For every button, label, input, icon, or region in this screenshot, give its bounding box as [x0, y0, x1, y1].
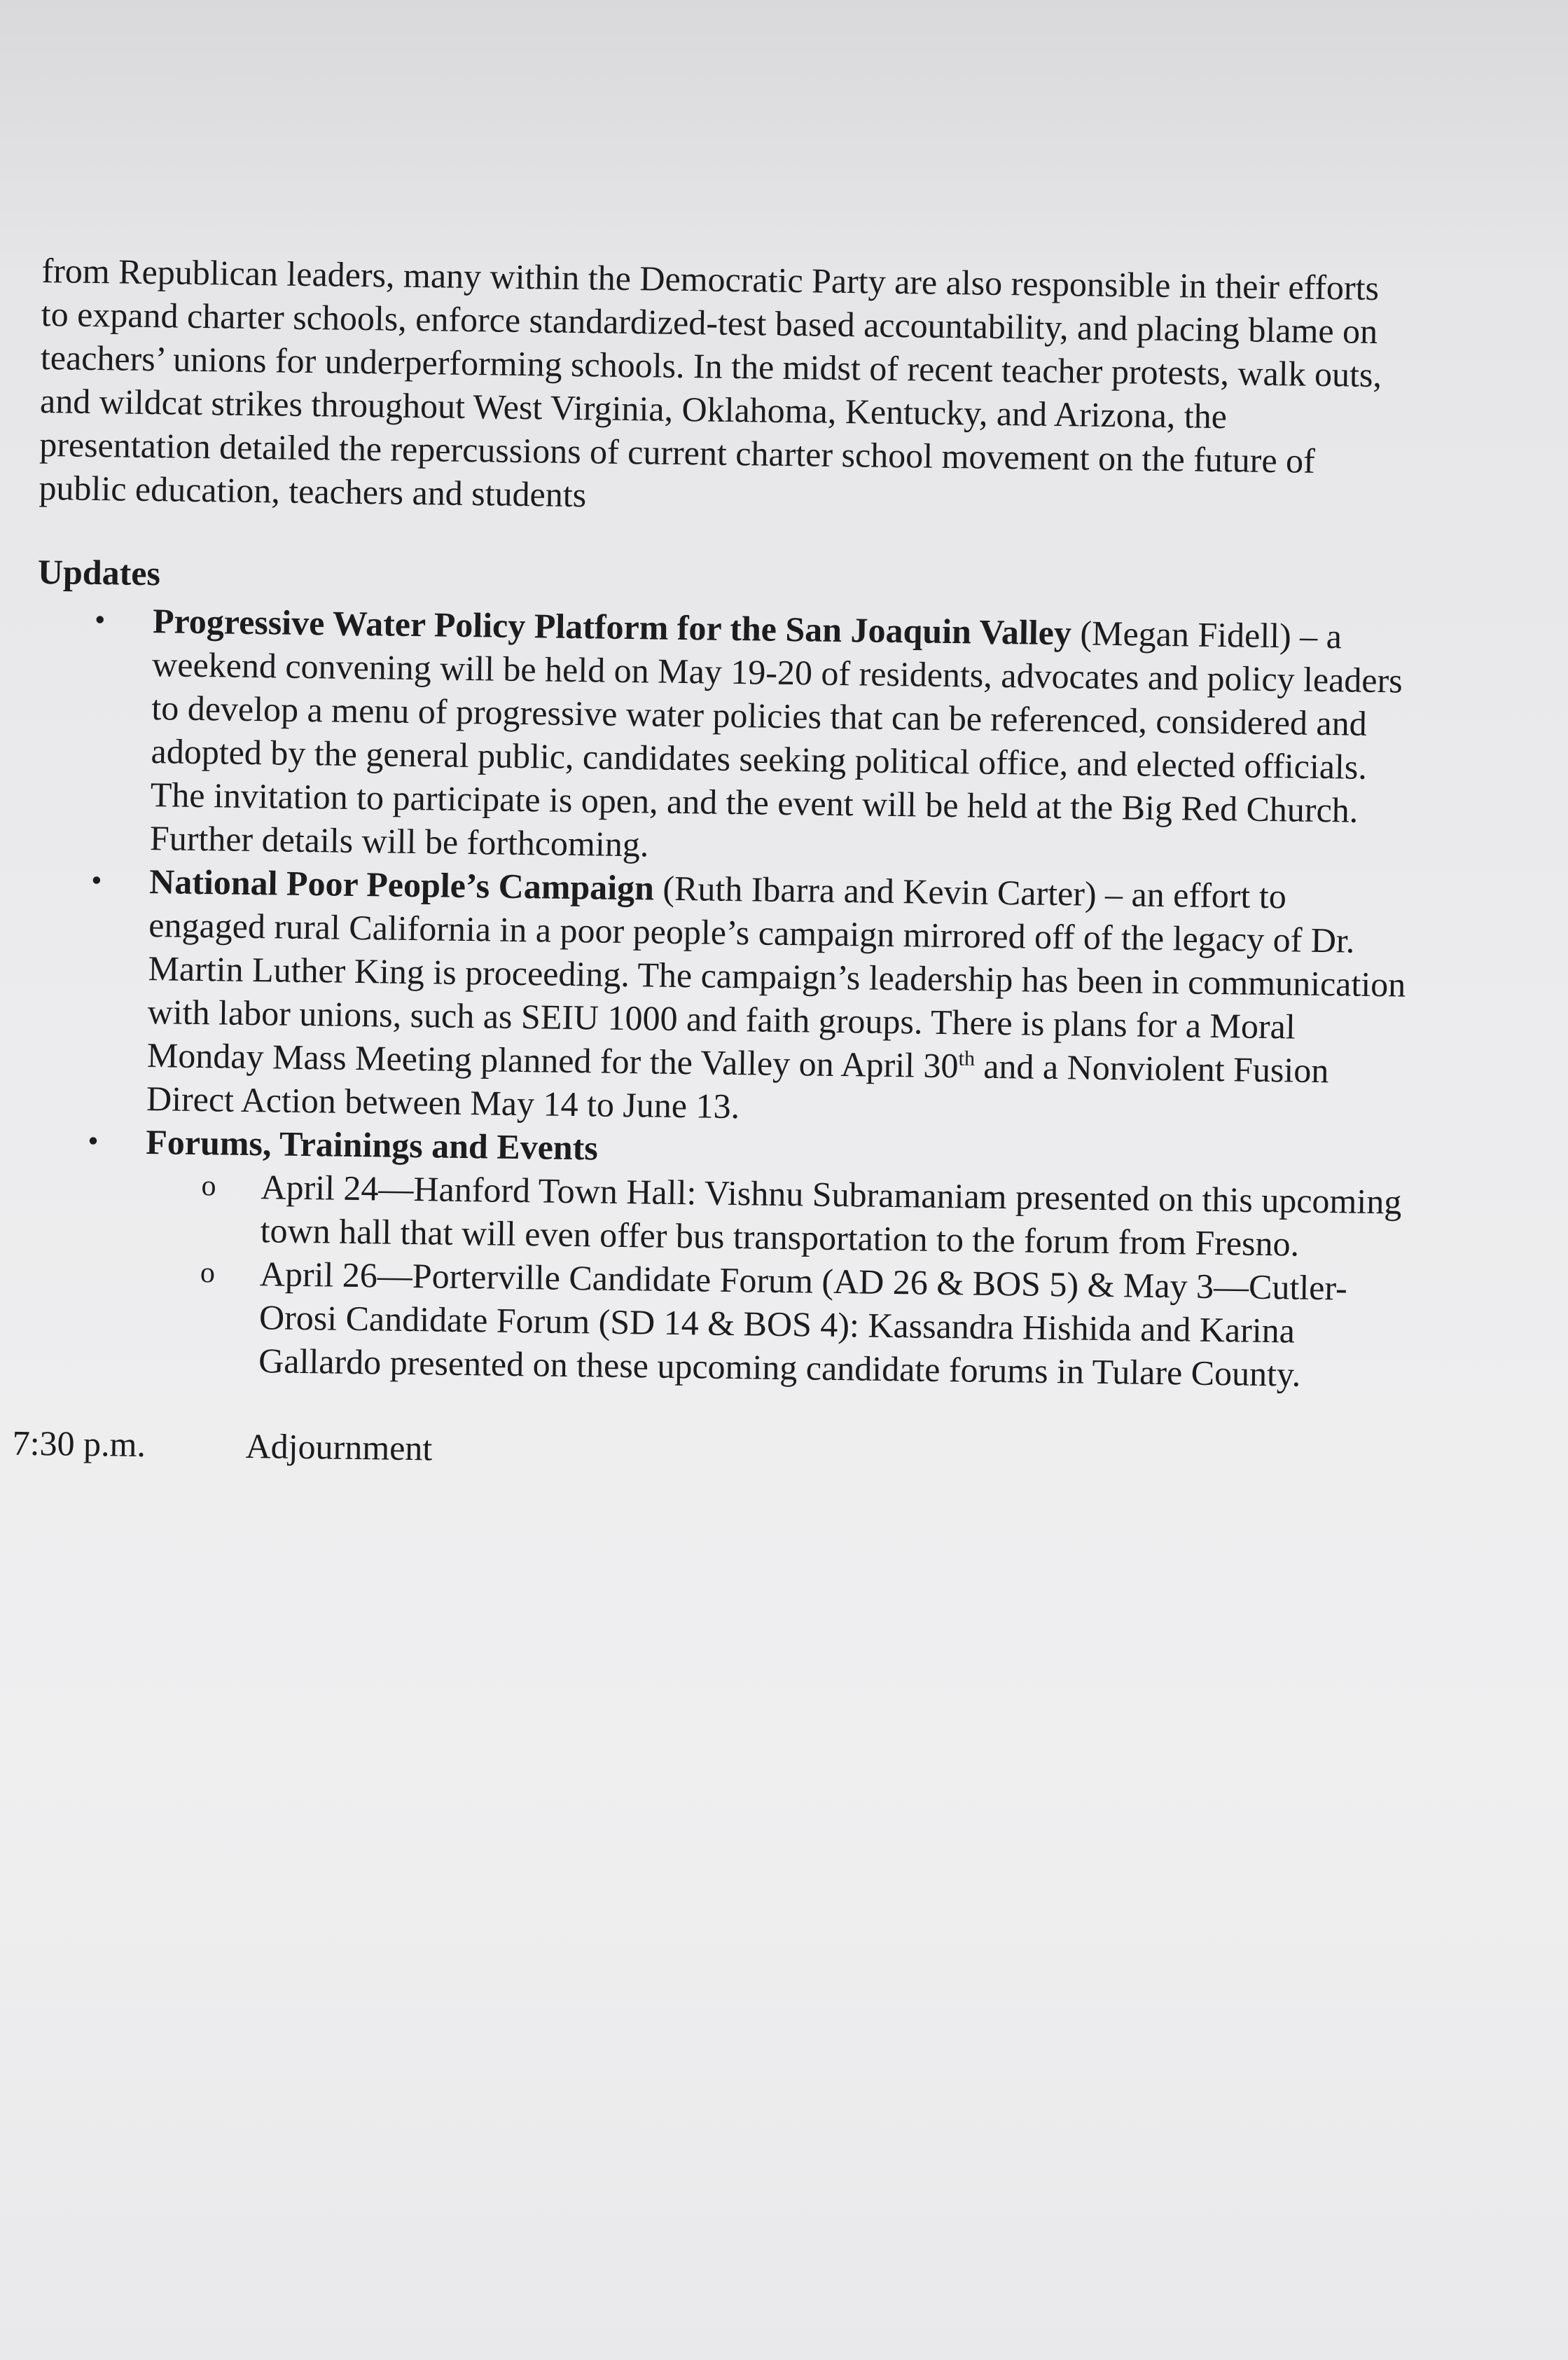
- agenda-row-adjournment: [12, 1421, 1525, 1484]
- intro-line: public education, teachers and students: [39, 467, 587, 515]
- update-item-forums: [27, 1119, 1529, 1399]
- update-first-line-rest: (Megan Fidell) – a: [1071, 613, 1342, 656]
- update-line: The invitation to participate is open, and the event will be held at the Big Red Church.: [150, 775, 1359, 830]
- update-line: Further details will be forthcoming.: [149, 818, 649, 864]
- sub-item-candidate-forums: [143, 1250, 1527, 1399]
- intro-line: presentation detailed the repercussions of current charter school movement on the future of: [39, 424, 1316, 481]
- update-line: Martin Luther King is proceeding. The campaign’s leadership has been in communication: [148, 948, 1406, 1005]
- intro-line: from Republican leaders, many within the Democratic Party are also responsible in their efforts: [41, 250, 1380, 308]
- update-item-poor-peoples-campaign: [31, 858, 1533, 1138]
- bullet-icon: •: [94, 602, 106, 637]
- hollow-bullet-icon: o: [201, 1170, 216, 1203]
- bullet-icon: •: [88, 1123, 99, 1159]
- agenda-item: Adjournment: [245, 1426, 433, 1468]
- update-line: weekend convening will be held on May 19-20 of residents, advocates and policy leaders: [151, 644, 1403, 701]
- update-title: National Poor People’s Campaign: [148, 862, 655, 908]
- update-line: to develop a menu of progressive water policies that can be referenced, considered and: [151, 688, 1368, 743]
- update-title: Progressive Water Policy Platform for the San Joaquin Valley: [152, 601, 1072, 653]
- updates-heading: Updates: [37, 551, 161, 593]
- sub-item-line: town hall that will even offer bus transportation to the forum from Fresno.: [260, 1210, 1300, 1264]
- date-text-before: Monday Mass Meeting planned for the Valley on April 30: [146, 1035, 959, 1086]
- hollow-bullet-icon: o: [200, 1257, 216, 1290]
- forums-sublist: [143, 1164, 1529, 1399]
- intro-line: and wildcat strikes throughout West Virginia, Oklahoma, Kentucky, and Arizona, the: [39, 380, 1228, 436]
- update-line: adopted by the general public, candidates seeking political office, and elected officials.: [151, 731, 1368, 787]
- sub-item-line: April 24—Hanford Town Hall: Vishnu Subramaniam presented on this upcoming: [261, 1167, 1402, 1222]
- date-text-after: and a Nonviolent Fusion: [974, 1046, 1329, 1091]
- update-first-line-rest: (Ruth Ibarra and Kevin Carter) – an effort to: [653, 868, 1287, 916]
- update-item-water-policy: [34, 598, 1536, 878]
- sub-item-line: Orosi Candidate Forum (SD 14 & BOS 4): Kassandra Hishida and Karina: [258, 1297, 1296, 1351]
- updates-list: [27, 598, 1536, 1399]
- document-body: [12, 249, 1541, 1484]
- agenda-time: 7:30 p.m.: [12, 1423, 146, 1465]
- intro-line: teachers’ unions for underperforming schools. In the midst of recent teacher protests, walk outs,: [40, 337, 1382, 395]
- intro-line: to expand charter schools, enforce standardized-test based accountability, and placing blame on: [41, 294, 1378, 351]
- update-title: Forums, Trainings and Events: [145, 1122, 599, 1168]
- sub-item-line: April 26—Porterville Candidate Forum (AD 26 & BOS 5) & May 3—Cutler-: [259, 1254, 1348, 1308]
- date-ordinal-suffix: th: [958, 1047, 976, 1070]
- update-line: engaged rural California in a poor people’s campaign mirrored off of the legacy of Dr.: [148, 905, 1355, 960]
- update-line: with labor unions, such as SEIU 1000 and faith groups. There is plans for a Moral: [147, 992, 1296, 1047]
- intro-paragraph: [39, 249, 1541, 529]
- update-line: Direct Action between May 14 to June 13.: [146, 1079, 740, 1126]
- sub-item-line: Gallardo presented on these upcoming candidate forums in Tulare County.: [258, 1341, 1301, 1394]
- bullet-icon: •: [90, 862, 102, 898]
